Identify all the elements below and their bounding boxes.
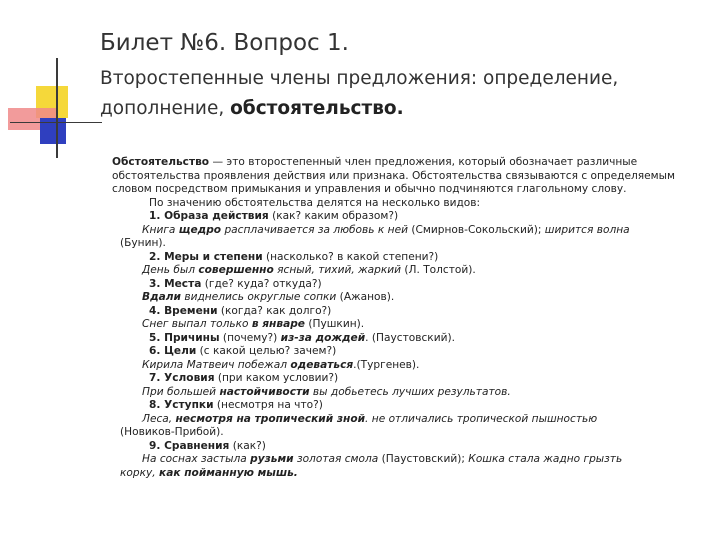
example-author: (Паустовский); bbox=[378, 453, 469, 465]
type-title: 7. Условия bbox=[149, 372, 215, 384]
type-example bbox=[112, 453, 712, 467]
type-heading bbox=[112, 332, 712, 346]
definition-text: — это второстепенный член предложения, который обозначает различные обстоятельства проявления действия или признака. Обстоятельства связываются с определяемым словом посредством примыкания и управления и обычно подчиняются глагольному слову. bbox=[112, 156, 676, 195]
type-question: (при каком условии?) bbox=[214, 372, 339, 384]
example-text: Кирила Матвеич побежал bbox=[142, 358, 291, 371]
example-continuation: (Новиков-Прибой). bbox=[120, 426, 224, 438]
example-author: (Смирнов-Сокольский); bbox=[407, 223, 545, 236]
type-example bbox=[112, 359, 712, 373]
type-question: (насколько? в какой степени?) bbox=[262, 250, 439, 263]
type-title: 8. Уступки bbox=[149, 399, 214, 411]
subtitle-part2: дополнение, bbox=[100, 98, 231, 119]
type-question: (почему?) bbox=[219, 331, 281, 344]
type-title: 5. Причины bbox=[149, 331, 220, 344]
example-text: Снег выпал только bbox=[142, 318, 252, 330]
type-question: (когда? как долго?) bbox=[217, 304, 332, 317]
example-author: . (Паустовский). bbox=[365, 331, 455, 344]
type-example bbox=[112, 413, 712, 427]
type-heading bbox=[112, 251, 712, 265]
type-example bbox=[112, 264, 712, 278]
example-text: виднелись округлые сопки bbox=[180, 291, 337, 303]
subtitle-part1: Второстепенные члены предложения: определение, bbox=[100, 68, 619, 89]
example-text: На соснах застыла bbox=[142, 453, 251, 465]
type-question: (несмотря на что?) bbox=[213, 399, 323, 411]
type-heading bbox=[112, 372, 712, 386]
type-title: 6. Цели bbox=[149, 345, 197, 357]
example-text: . не отличались тропической пышностью bbox=[365, 412, 598, 425]
example-bold: Вдали bbox=[142, 291, 181, 303]
type-title: 4. Времени bbox=[149, 304, 218, 317]
example-author: (Л. Толстой). bbox=[401, 264, 476, 276]
example-text: ширится волна bbox=[544, 223, 630, 236]
type-heading bbox=[112, 278, 712, 292]
example-bold: несмотря на тропический зной bbox=[175, 412, 366, 425]
type-question: (как? каким образом?) bbox=[268, 210, 399, 222]
type-heading bbox=[112, 345, 712, 359]
example-bold: рузьми bbox=[250, 453, 294, 465]
example-continuation bbox=[112, 467, 712, 481]
example-text: День был bbox=[142, 264, 199, 276]
example-text: золотая смола bbox=[293, 453, 379, 465]
decor-vertical-line bbox=[56, 58, 58, 158]
definition-term: Обстоятельство bbox=[112, 156, 210, 168]
type-question: (как?) bbox=[229, 439, 266, 452]
type-title: 3. Места bbox=[149, 277, 202, 290]
example-author: .(Тургенев). bbox=[353, 358, 420, 371]
example-author: (Пушкин). bbox=[305, 318, 365, 330]
decor-horizontal-line bbox=[10, 122, 102, 123]
example-bold: в январе bbox=[251, 318, 305, 330]
example-text: корку, bbox=[120, 466, 160, 479]
example-text: Кошка стала жадно грызть bbox=[468, 453, 623, 465]
type-example bbox=[112, 291, 712, 305]
type-heading bbox=[112, 399, 712, 413]
type-title: 9. Сравнения bbox=[149, 439, 230, 452]
example-text: Леса, bbox=[142, 412, 176, 425]
type-title: 2. Меры и степени bbox=[149, 250, 263, 263]
type-title: 1. Образа действия bbox=[149, 210, 269, 222]
example-bold: как пойманную мышь. bbox=[159, 466, 298, 479]
type-heading bbox=[112, 210, 712, 224]
example-author: (Ажанов). bbox=[336, 291, 395, 303]
type-example bbox=[112, 318, 712, 332]
example-text: Книга bbox=[142, 223, 179, 236]
example-text: При большей bbox=[142, 385, 220, 398]
example-text: расплачивается за любовь к ней bbox=[221, 223, 408, 236]
intro-text: По значению обстоятельства делятся на несколько видов: bbox=[149, 196, 481, 209]
type-heading bbox=[112, 305, 712, 319]
definition bbox=[112, 156, 712, 197]
slide-title: Билет №6. Вопрос 1. bbox=[100, 30, 349, 56]
example-bold: совершенно bbox=[198, 264, 274, 276]
type-question: (с какой целью? зачем?) bbox=[196, 345, 337, 357]
example-text: вы добьетесь лучших результатов. bbox=[309, 385, 511, 398]
example-bold: щедро bbox=[178, 223, 222, 236]
subtitle-bold: обстоятельство. bbox=[230, 98, 404, 119]
type-example bbox=[112, 386, 712, 400]
content-body bbox=[112, 156, 712, 480]
type-heading bbox=[112, 440, 712, 454]
type-example bbox=[112, 224, 712, 238]
type-question: (где? куда? откуда?) bbox=[201, 277, 322, 290]
example-continuation: (Бунин). bbox=[120, 237, 166, 249]
slide-subtitle bbox=[100, 64, 700, 124]
example-bold: из-за дождей bbox=[280, 331, 366, 344]
example-bold: настойчивости bbox=[219, 385, 310, 398]
example-text: ясный, тихий, жаркий bbox=[273, 264, 401, 276]
example-bold: одеваться bbox=[290, 358, 354, 371]
